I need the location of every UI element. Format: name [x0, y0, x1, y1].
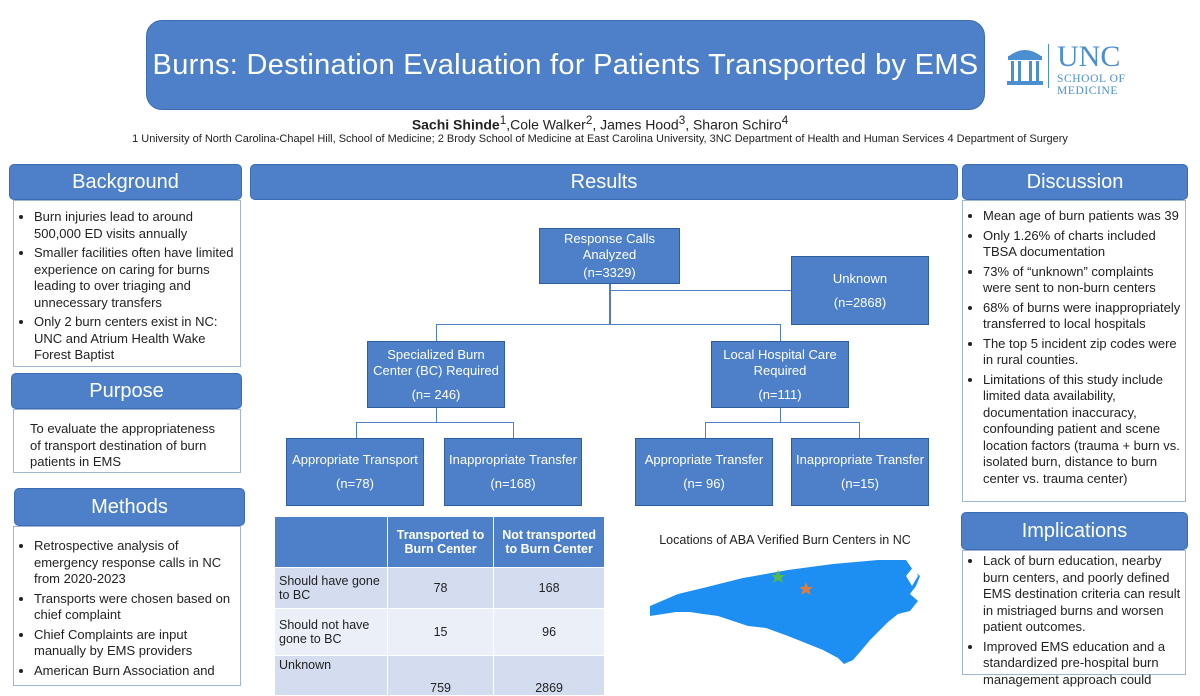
table-cell: Should have gone to BC: [275, 568, 388, 609]
node-count: (n= 246): [411, 386, 461, 402]
flow-connector: [436, 324, 437, 341]
node-label: Local Hospital Care Required: [723, 346, 837, 378]
node-count: (n=111): [758, 386, 802, 402]
flow-connector: [705, 422, 706, 438]
author-sup: 2: [585, 114, 593, 127]
table-cell: 15: [387, 609, 493, 656]
flow-connector: [356, 422, 514, 423]
table-header: [275, 517, 388, 568]
list-item: • Lack of burn education, nearby burn centers, and poorly defined EMS destination criteria can result in mistriaged burns and worsen patient outcomes.: [983, 553, 1181, 636]
flow-node-bc-inappropriate: [444, 438, 582, 506]
background-list: [14, 209, 234, 364]
nc-state-shape: [650, 560, 920, 664]
purpose-heading: Purpose: [11, 373, 242, 409]
table-cell: 96: [494, 609, 605, 656]
discussion-box: [962, 200, 1186, 502]
list-item: • American Burn Association and: [34, 663, 234, 680]
node-count: (n=168): [490, 476, 536, 491]
table-row: [275, 609, 605, 656]
node-count: (n= 96): [683, 476, 725, 491]
old-well-icon: [1005, 42, 1045, 88]
flow-node-root: [539, 228, 680, 284]
affiliations: 1 University of North Carolina-Chapel Hill, School of Medicine; 2 Brody School of Medicine at East Carolina University, 3NC Department of Health and Human Services 4 Department of Surgery: [132, 133, 1068, 145]
discussion-list: [963, 208, 1181, 487]
methods-box: [13, 526, 241, 686]
node-label: Response Calls Analyzed: [563, 231, 656, 262]
list-item: • Only 1.26% of charts included TBSA documentation: [983, 228, 1181, 261]
author-sup: 4: [781, 114, 789, 127]
flow-node-unknown: [791, 256, 929, 325]
node-label: Unknown: [832, 270, 888, 286]
results-heading: Results: [250, 164, 958, 200]
flow-node-burn-center: [367, 341, 505, 408]
flow-connector: [780, 408, 781, 422]
results-table: [274, 516, 605, 696]
author-name: Sharon Schiro: [692, 116, 782, 133]
author-sup: 3: [678, 114, 686, 127]
flow-connector: [609, 290, 792, 291]
unc-logo: [1005, 40, 1185, 95]
flow-connector: [436, 324, 781, 325]
list-item: • Burn injuries lead to around 500,000 ED visits annually: [34, 209, 234, 242]
flow-connector: [513, 422, 514, 438]
methods-heading: Methods: [14, 488, 245, 526]
node-label: Inappropriate Transfer: [449, 452, 577, 467]
table-cell: 168: [494, 568, 605, 609]
results-table-wrap: [274, 516, 605, 695]
node-label: Appropriate Transfer: [644, 452, 764, 467]
list-item: • Limitations of this study include limited data availability, documentation inaccuracy, confounding patient and scene location factors (trauma + burn vs. isolated burn, distance to burn center vs. trauma center): [983, 372, 1181, 488]
list-item: • Smaller facilities often have limited experience on caring for burns leading to over triaging and unnecessary transfers: [34, 245, 234, 311]
table-header: Not transported to Burn Center: [494, 517, 605, 568]
node-label: Specialized Burn Center (BC) Required: [373, 346, 499, 378]
flow-node-local-hospital: [711, 341, 849, 408]
logo-school: SCHOOL OF MEDICINE: [1057, 73, 1126, 97]
poster-title: Burns: Destination Evaluation for Patients Transported by EMS: [146, 20, 985, 110]
flow-connector: [859, 422, 860, 438]
author-sup: 1: [499, 114, 507, 127]
node-count: (n=78): [336, 476, 374, 491]
list-item: • Chief Complaints are input manually by EMS providers: [34, 627, 234, 660]
list-item: • 73% of “unknown” complaints were sent to non-burn centers: [983, 264, 1181, 297]
table-row: [275, 568, 605, 609]
implications-box: [962, 550, 1186, 687]
list-item: • Improved EMS education and a standardized pre-hospital burn management approach could: [983, 639, 1181, 689]
table-cell: 2869: [494, 656, 605, 696]
flow-node-local-appropriate: [635, 438, 773, 506]
list-item: • 68% of burns were inappropriately transferred to local hospitals: [983, 300, 1181, 333]
table-header: Transported to Burn Center: [387, 517, 493, 568]
discussion-heading: Discussion: [962, 164, 1188, 200]
node-count: (n=2868): [833, 294, 887, 310]
flow-connector: [705, 422, 860, 423]
purpose-text: To evaluate the appropriateness of transport destination of burn patients in EMS: [30, 421, 216, 469]
methods-list: [14, 538, 234, 679]
author-name: James Hood: [600, 116, 679, 133]
background-box: [13, 200, 241, 367]
implications-list: [963, 553, 1181, 688]
flow-connector: [356, 422, 357, 438]
table-row: [275, 656, 605, 696]
implications-heading: Implications: [961, 512, 1188, 550]
list-item: • Retrospective analysis of emergency response calls in NC from 2020-2023: [34, 538, 234, 588]
node-label: Inappropriate Transfer: [796, 452, 924, 467]
table-cell: 759: [387, 656, 493, 696]
author-list: Sachi Shinde$^1$,Cole Walker$^2$, James Hood$^3$, Sharon Schiro$^4$: [411, 114, 789, 133]
nc-map: [648, 556, 923, 666]
list-item: • Transports were chosen based on chief complaint: [34, 591, 234, 624]
list-item: • Only 2 burn centers exist in NC: UNC and Atrium Health Wake Forest Baptist: [34, 314, 234, 364]
flow-node-local-inappropriate: [791, 438, 929, 506]
node-label: Appropriate Transport: [292, 452, 418, 467]
map-title: Locations of ABA Verified Burn Centers in NC: [659, 533, 911, 547]
author-name: Sachi Shinde: [411, 116, 500, 133]
table-cell: Should not have gone to BC: [275, 609, 388, 656]
table-cell: 78: [387, 568, 493, 609]
logo-unc: UNC: [1057, 40, 1121, 73]
purpose-box: [13, 409, 241, 473]
flow-connector: [780, 324, 781, 341]
node-count: (n=3329): [583, 265, 636, 280]
background-heading: Background: [9, 164, 242, 200]
flow-connector: [436, 408, 437, 422]
author-name: Cole Walker: [510, 116, 586, 133]
node-count: (n=15): [841, 476, 879, 491]
logo-divider: [1048, 44, 1049, 88]
flow-node-bc-appropriate: [286, 438, 424, 506]
list-item: • The top 5 incident zip codes were in rural counties.: [983, 336, 1181, 369]
list-item: • Mean age of burn patients was 39: [983, 208, 1181, 225]
table-cell: Unknown: [275, 656, 388, 696]
